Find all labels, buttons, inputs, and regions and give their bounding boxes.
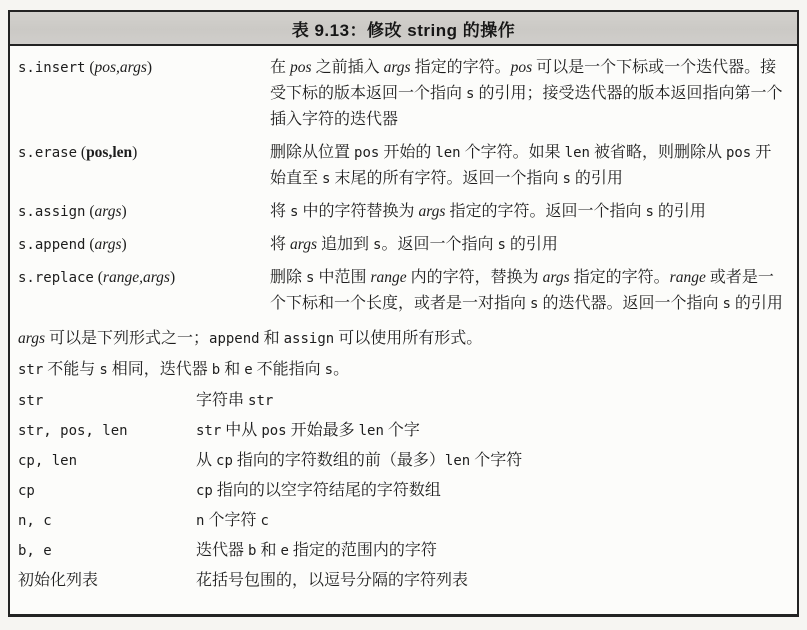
text-segment: 指定的范围内的字符 bbox=[288, 542, 437, 559]
operation-signature bbox=[18, 199, 270, 225]
text-segment: 。返回一个指向 bbox=[381, 236, 498, 253]
arg-form bbox=[18, 476, 196, 506]
text-segment: s bbox=[99, 362, 108, 378]
text-segment: 个字符。如果 bbox=[460, 144, 565, 161]
text-segment: 中范围 bbox=[314, 269, 371, 286]
arg-form bbox=[18, 416, 196, 446]
arg-description bbox=[196, 446, 787, 476]
text-segment: pos bbox=[725, 145, 752, 161]
text-segment: 删除 bbox=[270, 269, 307, 286]
table-row bbox=[18, 199, 787, 225]
arg-description bbox=[196, 566, 787, 595]
text-segment: c bbox=[260, 513, 269, 529]
text-segment: 末尾的所有字符。返回一个指向 bbox=[330, 170, 563, 187]
text-segment: 花括号包围的，以逗号分隔的字符列表 bbox=[196, 572, 469, 589]
text-segment: 将 bbox=[270, 236, 291, 253]
text-segment: assign bbox=[283, 331, 335, 347]
text-segment: s bbox=[497, 237, 506, 253]
text-segment: b bbox=[248, 543, 257, 559]
text-segment: len bbox=[564, 145, 590, 161]
arg-form bbox=[18, 566, 196, 595]
text-segment: pos bbox=[290, 59, 312, 76]
text-segment: args bbox=[18, 330, 45, 347]
text-segment: 和 bbox=[259, 330, 284, 347]
text-segment: args bbox=[418, 203, 446, 220]
text-segment: b bbox=[211, 362, 221, 378]
text-segment: append bbox=[209, 331, 260, 347]
arg-form bbox=[18, 536, 196, 566]
text-segment: ) bbox=[132, 144, 138, 161]
text-segment: s bbox=[645, 204, 654, 220]
arg-form bbox=[18, 386, 196, 416]
table-row bbox=[18, 232, 787, 258]
table-row bbox=[18, 386, 787, 416]
table-body bbox=[10, 46, 797, 599]
text-segment: pos bbox=[510, 59, 533, 76]
text-segment: cp bbox=[216, 453, 233, 469]
text-segment: 删除从位置 bbox=[270, 144, 355, 161]
text-segment: s bbox=[373, 237, 382, 253]
text-segment: len bbox=[444, 453, 471, 469]
text-segment: 个字符 bbox=[204, 512, 261, 529]
text-segment: ) bbox=[121, 203, 127, 220]
text-segment: 在 bbox=[270, 59, 291, 76]
text-segment: 初始化列表 bbox=[18, 572, 99, 589]
text-segment: str bbox=[18, 362, 44, 378]
text-segment: s.erase bbox=[18, 145, 78, 161]
table-row bbox=[18, 536, 787, 566]
text-segment: 指向的以空字符结尾的字符数组 bbox=[212, 482, 441, 499]
text-segment: args bbox=[94, 236, 122, 253]
text-segment: s.append bbox=[18, 237, 86, 253]
text-segment: ( bbox=[93, 269, 103, 286]
text-segment: e bbox=[244, 362, 253, 378]
text-segment: s.insert bbox=[18, 60, 86, 76]
text-segment: pos,len bbox=[86, 144, 133, 161]
text-segment: 相同，迭代器 bbox=[107, 361, 212, 378]
text-segment: 不能与 bbox=[43, 361, 100, 378]
table-row bbox=[18, 140, 787, 192]
operation-description bbox=[270, 140, 787, 192]
text-segment: cp bbox=[18, 483, 35, 499]
text-segment: 从 bbox=[196, 452, 217, 469]
arg-form bbox=[18, 446, 196, 476]
string-operations-table bbox=[8, 10, 799, 617]
text-segment: len bbox=[435, 145, 461, 161]
operation-description bbox=[270, 199, 787, 225]
text-segment: ) bbox=[121, 236, 127, 253]
text-segment: n, c bbox=[18, 513, 52, 529]
arg-form bbox=[18, 506, 196, 536]
text-segment: 开始的 bbox=[379, 144, 436, 161]
text-segment: 开始直至 bbox=[270, 144, 772, 187]
table-row bbox=[18, 506, 787, 536]
table-header bbox=[10, 12, 797, 46]
text-segment: s bbox=[322, 171, 331, 187]
text-segment: s bbox=[466, 86, 475, 102]
operation-signature bbox=[18, 55, 270, 133]
text-segment: 可以使用所有形式。 bbox=[334, 330, 483, 347]
text-segment: s bbox=[530, 296, 539, 312]
text-segment: 或者是一个下标和一个长度，或者是一对指向 bbox=[270, 269, 774, 312]
text-segment: 指定的字符。返回一个指向 bbox=[445, 203, 646, 220]
text-segment: 将 bbox=[270, 203, 291, 220]
text-segment: 的引用 bbox=[570, 170, 623, 187]
text-segment: 和 bbox=[220, 361, 245, 378]
text-segment: 字符串 bbox=[196, 392, 249, 409]
text-segment: ( bbox=[85, 59, 95, 76]
text-segment: 可以是一个下标或一个迭代器。接受下标的版本返回一个指向 bbox=[270, 59, 777, 102]
text-segment: 中从 bbox=[221, 422, 262, 439]
arg-description bbox=[196, 506, 787, 536]
text-segment: 之前插入 bbox=[311, 59, 384, 76]
text-segment: str bbox=[196, 423, 222, 439]
text-segment: 内的字符，替换为 bbox=[406, 269, 543, 286]
text-segment: 迭代器 bbox=[196, 542, 249, 559]
text-segment: str bbox=[18, 393, 44, 409]
operation-description bbox=[270, 55, 787, 133]
text-segment: pos bbox=[261, 423, 287, 439]
table-row bbox=[18, 265, 787, 317]
operation-signature bbox=[18, 232, 270, 258]
operation-signature bbox=[18, 265, 270, 317]
text-segment: s.assign bbox=[18, 204, 86, 220]
text-segment: 指定的字符。 bbox=[410, 59, 511, 76]
text-segment: 的引用 bbox=[653, 203, 706, 220]
text-segment: ( bbox=[85, 236, 95, 253]
text-segment: 。 bbox=[333, 361, 350, 378]
operation-description bbox=[270, 232, 787, 258]
operation-rows bbox=[18, 55, 787, 317]
text-segment: s bbox=[324, 362, 334, 378]
text-segment: s.replace bbox=[18, 270, 94, 286]
text-segment: 的迭代器。返回一个指向 bbox=[538, 295, 723, 312]
text-segment: 的引用；接受迭代器的版本返回指向第一个插入字符的迭代器 bbox=[270, 85, 783, 128]
text-segment: cp, len bbox=[18, 453, 78, 469]
table-row bbox=[18, 416, 787, 446]
text-segment: args bbox=[542, 269, 570, 286]
text-segment: 个字符 bbox=[470, 452, 523, 469]
text-segment: 和 bbox=[256, 542, 281, 559]
table-row bbox=[18, 476, 787, 506]
text-segment: s bbox=[290, 204, 299, 220]
text-segment: range bbox=[669, 269, 706, 286]
text-segment: args bbox=[290, 236, 318, 253]
text-segment: range,args bbox=[102, 269, 170, 286]
arg-description bbox=[196, 416, 787, 446]
text-segment: n bbox=[196, 513, 205, 529]
notes-section bbox=[18, 324, 787, 385]
text-segment: args bbox=[94, 203, 122, 220]
text-segment: s bbox=[722, 296, 731, 312]
arg-description bbox=[196, 536, 787, 566]
table-row bbox=[18, 566, 787, 595]
text-segment: ( bbox=[85, 203, 95, 220]
text-segment: pos,args bbox=[94, 59, 147, 76]
text-segment: 可以是下列形式之一； bbox=[45, 330, 210, 347]
text-segment: len bbox=[358, 423, 384, 439]
text-segment: b, e bbox=[18, 543, 52, 559]
text-segment: ) bbox=[169, 269, 176, 286]
args-forms-rows bbox=[18, 386, 787, 595]
text-segment: 的引用 bbox=[505, 236, 558, 253]
text-segment: 指向的字符数组的前（最多） bbox=[232, 452, 445, 469]
note-line bbox=[18, 324, 787, 354]
text-segment: ) bbox=[146, 59, 153, 76]
text-segment: str, pos, len bbox=[18, 423, 128, 439]
text-segment: cp bbox=[196, 483, 213, 499]
text-segment: 被省略，则删除从 bbox=[589, 144, 726, 161]
text-segment: range bbox=[370, 269, 407, 286]
text-segment: s bbox=[306, 270, 315, 286]
text-segment: 追加到 bbox=[317, 236, 374, 253]
table-row bbox=[18, 55, 787, 133]
operation-signature bbox=[18, 140, 270, 192]
text-segment: 个字 bbox=[383, 422, 420, 439]
text-segment: 中的字符替换为 bbox=[298, 203, 419, 220]
text-segment: 开始最多 bbox=[286, 422, 359, 439]
text-segment: 不能指向 bbox=[252, 361, 325, 378]
arg-description bbox=[196, 386, 787, 416]
arg-description bbox=[196, 476, 787, 506]
text-segment: 的引用 bbox=[730, 295, 783, 312]
table-row bbox=[18, 446, 787, 476]
table-title: 表 9.13：修改 string 的操作 bbox=[291, 20, 516, 40]
text-segment: 指定的字符。 bbox=[569, 269, 670, 286]
operation-description bbox=[270, 265, 787, 317]
note-line bbox=[18, 355, 787, 385]
text-segment: str bbox=[248, 393, 274, 409]
text-segment: s bbox=[562, 171, 571, 187]
text-segment: pos bbox=[354, 145, 380, 161]
text-segment: args bbox=[383, 59, 411, 76]
text-segment: e bbox=[280, 543, 289, 559]
text-segment: ( bbox=[77, 144, 87, 161]
